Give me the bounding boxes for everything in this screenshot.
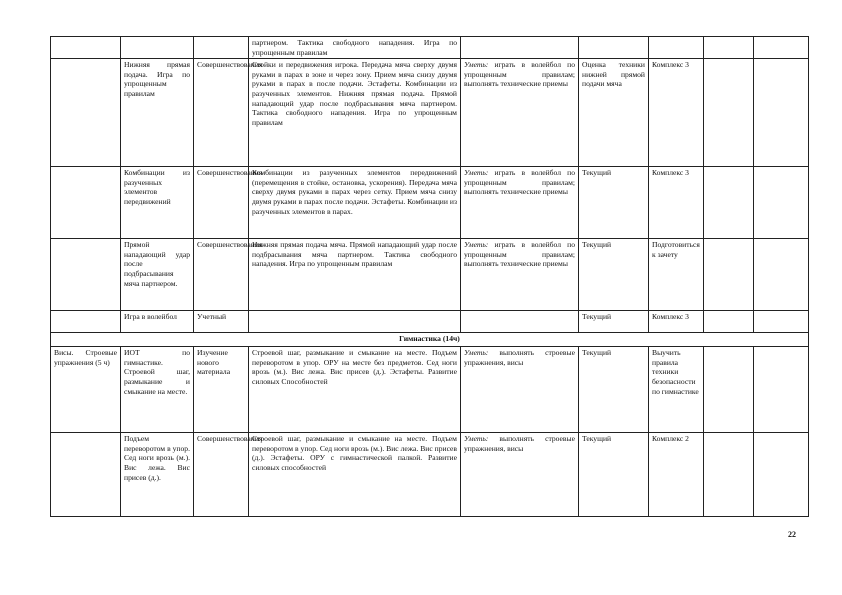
table-cell: Текущий — [579, 347, 649, 433]
table-cell — [51, 311, 121, 333]
requirement-prefix: Уметь: — [464, 60, 489, 70]
table-cell — [704, 37, 754, 59]
requirement-prefix: Уметь: — [464, 434, 489, 444]
table-cell — [51, 59, 121, 167]
table-cell: Прямой нападающий удар после подбрасывания мяча партнером. — [121, 239, 194, 311]
table-cell — [461, 311, 579, 333]
table-cell: Нижняя прямая подача мяча. Прямой нападающий удар после подбрасывания мяча партнером. Тактика свободного нападения. Игра по упрощенным правилам — [249, 239, 461, 311]
table-cell: Уметь: играть в волейбол по упрощенным правилам; выполнять технические приемы — [461, 59, 579, 167]
table-cell: Строевой шаг, размыкание и смыкание на месте. Подъем переворотом в упор. ОРУ на месте без предметов. Сед ноги врозь (м.). Вис лежа. Вис присев (д.). Эстафеты. Развитие силовых Способностей — [249, 347, 461, 433]
table-cell — [704, 239, 754, 311]
requirement-prefix: Уметь: — [464, 168, 489, 178]
table-cell: Комплекс 3 — [649, 311, 704, 333]
table-cell — [194, 37, 249, 59]
table-row — [51, 433, 809, 517]
table-row — [51, 311, 809, 333]
table-cell: Комбинации из разученных элементов передвижений (перемещения в стойке, остановка, ускорения). Передача мяча сверху двумя руками в парах через сетку. Прием мяча снизу двумя руками в парах после подачи. Эстафеты. Комбинации из разученных элементов в парах. — [249, 167, 461, 239]
table-cell: Подготовиться к зачету — [649, 239, 704, 311]
table-cell: Висы. Строевые упражнения (5 ч) — [51, 347, 121, 433]
table-cell — [704, 433, 754, 517]
table-row — [51, 239, 809, 311]
requirement-prefix: Уметь: — [464, 240, 489, 250]
table-cell: Комплекс 2 — [649, 433, 704, 517]
table-cell — [704, 59, 754, 167]
table-cell — [754, 347, 809, 433]
table-cell — [754, 311, 809, 333]
table-cell: Текущий — [579, 311, 649, 333]
table-cell — [754, 37, 809, 59]
table-cell: Учетный — [194, 311, 249, 333]
table-cell: Текущий — [579, 433, 649, 517]
table-cell: Комплекс 3 — [649, 59, 704, 167]
table-cell — [579, 37, 649, 59]
table-cell: Совершенствования — [194, 167, 249, 239]
table-row — [51, 37, 809, 59]
lesson-plan-table — [50, 36, 809, 517]
table-cell: Совершенствования — [194, 59, 249, 167]
table-cell: ИОТ по гимнастике. Строевой шаг, размыкание и смыкание на месте. — [121, 347, 194, 433]
table-cell: Совершенствования — [194, 239, 249, 311]
table-cell — [51, 239, 121, 311]
table-cell — [461, 37, 579, 59]
table-cell: Игра в волейбол — [121, 311, 194, 333]
section-title: Гимнастика (14ч) — [51, 333, 809, 347]
table-cell: Выучить правила техники безопасности по гимнастике — [649, 347, 704, 433]
table-row — [51, 167, 809, 239]
table-cell — [51, 37, 121, 59]
table-cell: Уметь: выполнять строевые упражнения, висы — [461, 347, 579, 433]
table-cell: Уметь: играть в волейбол по упрощенным правилам; выполнять технические приемы — [461, 167, 579, 239]
table-cell — [754, 433, 809, 517]
table-cell: Комплекс 3 — [649, 167, 704, 239]
table-cell: Изучение нового материала — [194, 347, 249, 433]
table-cell — [649, 37, 704, 59]
table-cell — [121, 37, 194, 59]
table-cell — [51, 433, 121, 517]
table-cell: Совершенствования — [194, 433, 249, 517]
table-cell: Уметь: играть в волейбол по упрощенным правилам; выполнять технические приемы — [461, 239, 579, 311]
table-cell — [51, 167, 121, 239]
table-cell: Подъем переворотом в упор. Сед ноги врозь (м.). Вис лежа. Вис присев (д.). — [121, 433, 194, 517]
table-cell: Текущий — [579, 167, 649, 239]
table-cell — [754, 167, 809, 239]
table-cell: Текущий — [579, 239, 649, 311]
table-cell — [704, 311, 754, 333]
table-cell — [754, 239, 809, 311]
table-row — [51, 59, 809, 167]
table-cell — [754, 59, 809, 167]
table-cell: партнером. Тактика свободного нападения. Игра по упрощенным правилам — [249, 37, 461, 59]
table-cell: Комбинации из разученных элементов передвижений — [121, 167, 194, 239]
table-cell: Нижняя прямая подача. Игра по упрощенным правилам — [121, 59, 194, 167]
table-cell: Уметь: выполнять строевые упражнения, висы — [461, 433, 579, 517]
table-cell — [704, 347, 754, 433]
table-cell: Строевой шаг, размыкание и смыкание на месте. Подъем переворотом в упор. Сед ноги врозь (м.). Вис лежа. Вис присев (д.). Эстафеты. ОРУ с гимнастической палкой. Развитие силовых способностей — [249, 433, 461, 517]
table-cell — [704, 167, 754, 239]
table-cell — [249, 311, 461, 333]
requirement-prefix: Уметь: — [464, 348, 489, 358]
section-header-row — [51, 333, 809, 347]
table-cell: Стойки и передвижения игрока. Передача мяча сверху двумя руками в парах в зоне и через зону. Прием мяча снизу двумя руками в парах в после подачи. Эстафеты. Комбинации из разученных элементов. Нижняя прямая подача. Прямой нападающий удар после подбрасывания мяча партнером. Тактика свободного нападения. Игра по упрощенным правилам — [249, 59, 461, 167]
table-cell: Оценка техники нижней прямой подачи мяча — [579, 59, 649, 167]
page-number: 22 — [788, 530, 796, 539]
table-row — [51, 347, 809, 433]
